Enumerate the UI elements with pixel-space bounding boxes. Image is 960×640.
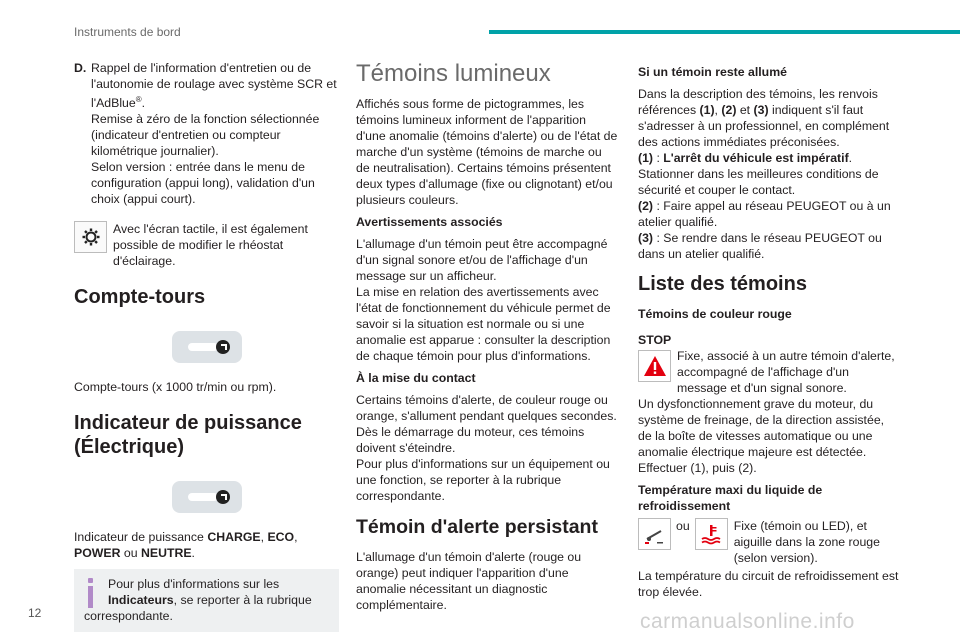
column-1 xyxy=(74,60,339,632)
page-header-title: Instruments de bord xyxy=(74,25,181,39)
touchscreen-note-text: Avec l'écran tactile, il est également possible de modifier le rhéostat d'éclairage. xyxy=(113,222,308,269)
warning-triangle-icon xyxy=(638,350,671,382)
header-accent-bar xyxy=(489,30,960,34)
sep: , xyxy=(294,530,298,545)
gear-icon xyxy=(74,221,107,253)
stop-label: STOP xyxy=(638,333,672,347)
touchscreen-note xyxy=(74,221,339,269)
r1-bold: L'arrêt du véhicule est impératif xyxy=(663,151,849,165)
info-text-end: , se reporter à la rubrique correspondante. xyxy=(84,593,312,624)
subtitle-associated-warnings: Avertissements associés xyxy=(356,215,503,229)
list-label: D. xyxy=(74,61,87,75)
contact-text-2: Pour plus d'informations sur un équipement ou une fonction, se reporter à la rubrique correspondante. xyxy=(356,457,610,503)
sep: et xyxy=(736,103,754,117)
assoc-text-2: La mise en relation des avertissements avec l'état de fonctionnement du véhicule permet de savoir si la situation est normale ou si une anomalie est apparue : consulter la description de chaque témoin pour plus d'informations. xyxy=(356,285,611,363)
stays-para xyxy=(638,86,900,262)
section-title-tachometer: Compte-tours xyxy=(74,286,206,309)
info-box xyxy=(74,569,339,632)
list-item-d xyxy=(74,60,339,213)
stop-text-2: Un dysfonctionnement grave du moteur, du système de freinage, de la direction assistée, de la boîte de vitesses automatique ou une anomalie électrique majeure est détectée. xyxy=(638,397,885,459)
stop-text-3: Effectuer (1), puis (2). xyxy=(638,461,757,475)
tachometer-image xyxy=(172,331,242,363)
lights-intro: Affichés sous forme de pictogrammes, les témoins lumineux informent de l'apparition d'une anomalie (témoins d'alerte) ou de l'état de marche d'un système (témoins de marche ou de neutralisation). Certains témoins présentent deux types d'allumage (fixe ou clignotant) et/ou plusieurs couleurs. xyxy=(356,97,618,207)
stop-block xyxy=(638,348,900,476)
assoc-text-1: L'allumage d'un témoin peut être accompagné d'un signal sonore et/ou de l'affichage d'un message sur un afficheur. xyxy=(356,237,608,283)
r3-label: (3) xyxy=(638,231,654,245)
r2-label: (2) xyxy=(638,199,654,213)
or-text: ou xyxy=(676,519,690,533)
power-power: POWER xyxy=(74,546,121,561)
list-item-d-body xyxy=(91,60,339,213)
watermark: carmanualsonline.info xyxy=(640,610,855,633)
d-para-1 xyxy=(91,60,339,207)
section-title-power: Indicateur de puissance (Électrique) xyxy=(74,412,302,459)
power-indicator-image xyxy=(172,481,242,513)
info-text: Pour plus d'informations sur les xyxy=(108,577,280,592)
stays-text-end: indiquent s'il faut s'adresser à un professionnel, en complément des actions immédiates préconisées. xyxy=(638,103,890,149)
power-end: . xyxy=(191,546,195,561)
ref-3: (3) xyxy=(753,103,769,117)
r1-text: Stationner dans les meilleures conditions de sécurité et couper le contact. xyxy=(638,167,879,197)
coolant-temperature-icon xyxy=(695,518,728,550)
d-text-1: Rappel de l'information d'entretien ou de l'autonomie de roulage avec système SCR et l'AdBlue xyxy=(91,61,337,111)
sep: , xyxy=(260,530,268,545)
subtitle-ignition: À la mise du contact xyxy=(356,371,476,385)
persistent-text: L'allumage d'un témoin d'alerte (rouge ou orange) peut indiquer l'apparition d'une anomalie nécessitant un diagnostic complémentaire. xyxy=(356,550,582,612)
power-text: Indicateur de puissance xyxy=(74,530,208,545)
subtitle-coolant-temp: Température maxi du liquide de refroidissement xyxy=(638,483,823,513)
sep: , xyxy=(714,103,722,117)
power-eco: ECO xyxy=(267,530,295,545)
coolant-text-2: La température du circuit de refroidissement est trop élevée. xyxy=(638,569,899,599)
r1-label: (1) xyxy=(638,151,654,165)
section-title-lights: Témoins lumineux xyxy=(356,60,551,87)
d-text-3: Selon version : entrée dans le menu de configuration (appui long), validation d'un choix (appui court). xyxy=(91,160,315,207)
d-text-2: Remise à zéro de la fonction sélectionnée (indicateur d'entretien ou compteur kilométrique journalier). xyxy=(91,112,320,159)
ref-2: (2) xyxy=(721,103,737,117)
section-title-persistent-warning: Témoin d'alerte persistant xyxy=(356,516,598,538)
subtitle-stays-on: Si un témoin reste allumé xyxy=(638,65,787,79)
contact-text-1: Certains témoins d'alerte, de couleur rouge ou orange, s'allument pendant quelques secondes. Dès le démarrage du moteur, ces témoins doivent s'éteindre. xyxy=(356,393,617,455)
contact-para xyxy=(356,392,618,504)
page-number: 12 xyxy=(28,606,42,620)
d-text-1-end: . xyxy=(141,96,146,111)
r2-text: : Faire appel au réseau PEUGEOT ou à un atelier qualifié. xyxy=(638,199,891,229)
tachometer-caption: Compte-tours (x 1000 tr/min ou rpm). xyxy=(74,380,277,395)
info-link-indicators: Indicateurs xyxy=(108,593,174,608)
info-icon xyxy=(84,578,98,608)
stop-text: Fixe, associé à un autre témoin d'alerte, accompagné de l'affichage d'un message et d'un signal sonore. xyxy=(677,349,895,395)
section-title-list: Liste des témoins xyxy=(638,273,807,295)
power-charge: CHARGE xyxy=(207,530,261,545)
power-or: ou xyxy=(120,546,141,561)
assoc-para xyxy=(356,236,618,364)
column-3 xyxy=(638,60,900,606)
r3-text: : Se rendre dans le réseau PEUGEOT ou dans un atelier qualifié. xyxy=(638,231,882,261)
power-caption xyxy=(74,529,339,561)
power-neutral: NEUTRE xyxy=(140,546,192,561)
ref-1: (1) xyxy=(699,103,715,117)
registered-mark: ® xyxy=(135,95,142,104)
sep: : xyxy=(653,151,664,165)
stays-text: Dans la description des témoins, les renvois références xyxy=(638,87,878,117)
coolant-gauge-icon xyxy=(638,518,671,550)
subtitle-red-lights: Témoins de couleur rouge xyxy=(638,307,792,321)
sep: . xyxy=(848,151,853,165)
column-2 xyxy=(356,60,618,619)
coolant-row xyxy=(638,518,900,566)
coolant-text: Fixe (témoin ou LED), et aiguille dans la zone rouge (selon version). xyxy=(733,519,880,565)
